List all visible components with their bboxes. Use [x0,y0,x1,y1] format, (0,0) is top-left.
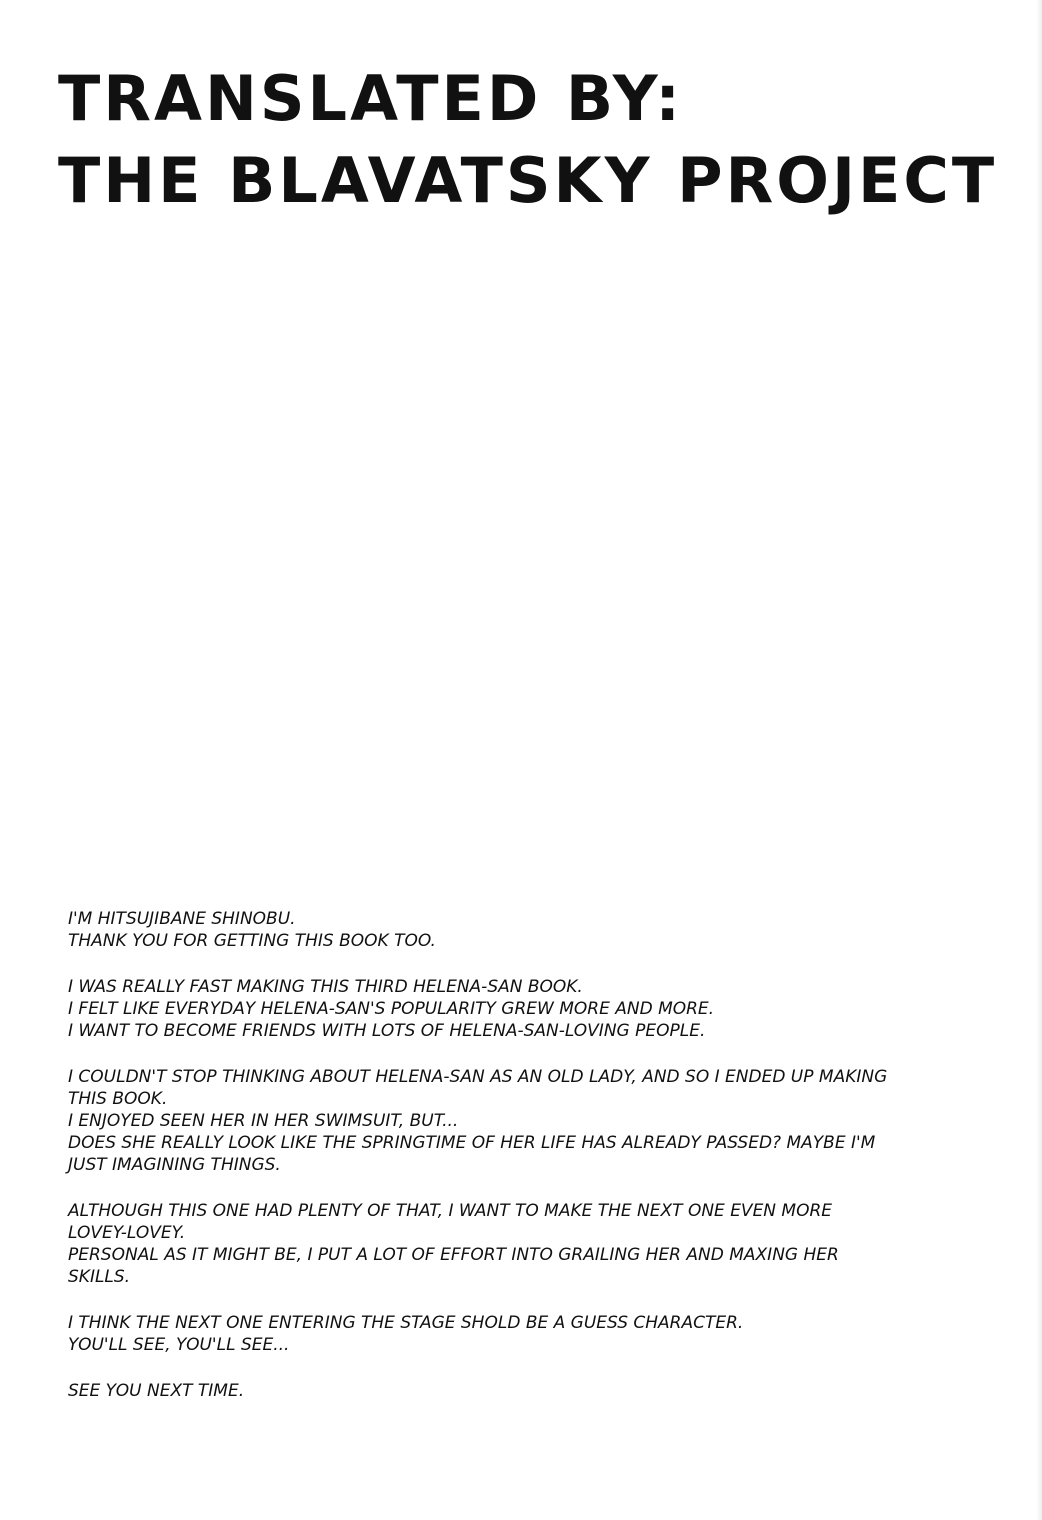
afterword-line: I ENJOYED SEEN HER IN HER SWIMSUIT, BUT... [68,1111,459,1131]
afterword-line: I WAS REALLY FAST MAKING THIS THIRD HELENA-SAN BOOK. [68,977,583,997]
afterword-line: YOU'LL SEE, YOU'LL SEE... [68,1335,290,1355]
afterword-line: THANK YOU FOR GETTING THIS BOOK TOO. [68,931,436,951]
afterword-paragraph-3 [68,1066,968,1176]
author-afterword [68,908,968,1426]
afterword-line: PERSONAL AS IT MIGHT BE, I PUT A LOT OF EFFORT INTO GRAILING HER AND MAXING HER [68,1245,839,1265]
afterword-paragraph-4 [68,1200,968,1288]
afterword-line: I FELT LIKE EVERYDAY HELENA-SAN'S POPULARITY GREW MORE AND MORE. [68,999,715,1019]
afterword-line: LOVEY-LOVEY. [68,1223,186,1243]
translator-credit-title [58,58,997,222]
page-edge-shadow [1036,0,1042,1520]
afterword-paragraph-1 [68,908,968,952]
afterword-line: THIS BOOK. [68,1089,168,1109]
afterword-line: I THINK THE NEXT ONE ENTERING THE STAGE SHOLD BE A GUESS CHARACTER. [68,1313,744,1333]
afterword-line: I'M HITSUJIBANE SHINOBU. [68,909,296,929]
afterword-line: DOES SHE REALLY LOOK LIKE THE SPRINGTIME OF HER LIFE HAS ALREADY PASSED? MAYBE I'M [68,1133,876,1153]
afterword-line: JUST IMAGINING THINGS. [68,1155,281,1175]
title-line-2: THE BLAVATSKY PROJECT [58,144,998,217]
afterword-line: SKILLS. [68,1267,131,1287]
afterword-paragraph-2 [68,976,968,1042]
afterword-line: ALTHOUGH THIS ONE HAD PLENTY OF THAT, I WANT TO MAKE THE NEXT ONE EVEN MORE [68,1201,833,1221]
afterword-line: I COULDN'T STOP THINKING ABOUT HELENA-SAN AS AN OLD LADY, AND SO I ENDED UP MAKING [68,1067,888,1087]
title-line-1: TRANSLATED BY: [58,62,684,135]
afterword-paragraph-5 [68,1312,968,1356]
afterword-line: SEE YOU NEXT TIME. [68,1381,245,1401]
afterword-line: I WANT TO BECOME FRIENDS WITH LOTS OF HELENA-SAN-LOVING PEOPLE. [68,1021,706,1041]
afterword-paragraph-6 [68,1380,968,1402]
